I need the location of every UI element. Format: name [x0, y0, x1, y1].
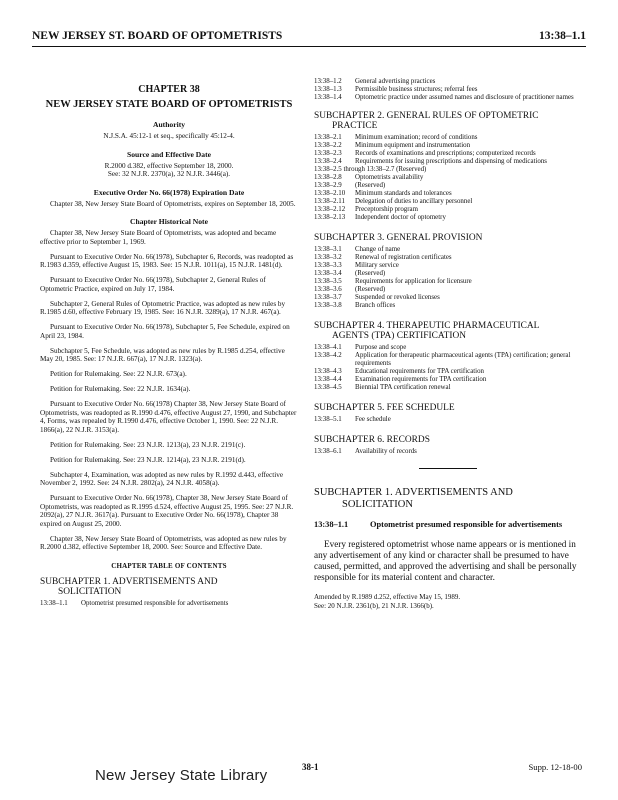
toc-entry[interactable]: 13:38–2.10 Minimum standards and tolerances — [314, 190, 452, 197]
toc-entry[interactable]: 13:38–2.2 Minimum equipment and instrumentation — [314, 142, 471, 149]
history-note: Chapter 38, New Jersey State Board of Optometrists, was adopted and became effective prior to September 1, 1969. — [40, 229, 277, 246]
section-divider — [419, 468, 477, 469]
history-note: Subchapter 2, General Rules of Optometric Practice, was adopted as new rules by R.1985 d.60, effective February 19, 1985. See: 16 N.J.R. 3289(a), 17 N.J.R. 467(a). — [40, 299, 286, 317]
chapter-title: NEW JERSEY STATE BOARD OF OPTOMETRISTS — [45, 99, 293, 110]
toc-subchapter-1: SUBCHAPTER 1. ADVERTISEMENTS AND SOLICITATION — [40, 576, 218, 597]
expiration-text: Chapter 38, New Jersey State Board of Optometrists, expires on September 18, 2005. — [50, 199, 296, 208]
toc-entry[interactable]: 13:38–3.3 Military service — [314, 262, 399, 269]
history-note: Pursuant to Executive Order No. 66(1978) Chapter 38, New Jersey State Board of Optometrists, was readopted as R.1990 d.476, effective August 27, 1990, and Subchapter 4, Forms, was repealed by R.1990 d.476, effective October 1, 1990. See: 22 N.J.R. 1866(a), 22 N.J.R. 3153(a). — [40, 400, 297, 434]
history-note: Pursuant to Executive Order No. 66(1978), Subchapter 6, Records, was readopted as R.1983 d.359, effective August 15, 1983. See: 15 N.J.R. 1011(a), 15 N.J.R. 1481(d). — [40, 252, 294, 270]
history-note: Subchapter 5, Fee Schedule, was adopted as new rules by R.1985 d.254, effective May 20, 1985. See: 17 N.J.R. 667(a), 17 N.J.R. 1323(a). — [40, 346, 285, 364]
rule-title: Optometrist presumed responsible for advertisements — [370, 520, 563, 529]
history-note: Chapter 38, New Jersey State Board of Optometrists, was adopted as new rules by R.2000 d.382, effective September 18, 2000. See: Source and Effective Date. — [40, 534, 287, 552]
amendment-citation: See: 20 N.J.R. 2361(b), 21 N.J.R. 1366(b). — [314, 601, 434, 610]
toc-entry[interactable]: 13:38–1.4 Optometric practice under assumed names and disclosure of practitioner names — [314, 94, 574, 101]
toc-subchapter-2: SUBCHAPTER 2. GENERAL RULES OF OPTOMETRIC PRACTICE — [314, 111, 539, 131]
chapter-number: CHAPTER 38 — [138, 84, 200, 95]
library-stamp: New Jersey State Library — [95, 767, 268, 784]
toc-entry[interactable]: 13:38–2.3 Records of examinations and prescriptions; computerized records — [314, 150, 536, 157]
toc-entry[interactable]: 13:38–3.1 Change of name — [314, 246, 401, 253]
running-header — [32, 30, 586, 46]
rule-heading — [314, 520, 582, 530]
toc-entry[interactable]: 13:38–3.5 Requirements for application for licensure — [314, 278, 472, 285]
left-column — [40, 80, 298, 608]
source-line-1: R.2000 d.382, effective September 18, 2000. — [104, 161, 234, 170]
toc-entry[interactable]: 13:38–2.8 Optometrists availability — [314, 174, 424, 181]
header-title: NEW JERSEY ST. BOARD OF OPTOMETRISTS — [32, 30, 283, 42]
rule-text: Every registered optometrist whose name appears or is mentioned in any advertisement of any kind or character shall be presumed to have caused, permitted, and approved the advertising and shall be personally responsible for its material content and character. — [314, 539, 577, 583]
history-note: Petition for Rulemaking. See: 22 N.J.R. 673(a). — [50, 370, 187, 379]
toc-entry[interactable]: 13:38–4.1 Purpose and scope — [314, 344, 407, 351]
toc-entry[interactable]: 13:38–2.9 (Reserved) — [314, 182, 386, 189]
toc-subchapter-3: SUBCHAPTER 3. GENERAL PROVISION — [314, 233, 483, 243]
toc-entry[interactable]: 13:38–3.8 Branch offices — [314, 302, 396, 309]
toc-entry[interactable]: 13:38–6.1 Availability of records — [314, 448, 417, 455]
toc-entry[interactable]: 13:38–1.3 Permissible business structures; referral fees — [314, 86, 478, 93]
toc-entry[interactable]: 13:38–4.2 Application for therapeutic pharmaceutical agents (TPA) certification; general requirements — [314, 352, 571, 367]
toc-entry[interactable]: 13:38–3.2 Renewal of registration certificates — [314, 254, 452, 261]
right-column — [314, 78, 582, 611]
source-heading: Source and Effective Date — [126, 149, 211, 159]
history-note: Pursuant to Executive Order No. 66(1978), Chapter 38, New Jersey State Board of Optometrists, was readopted as R.1995 d.524, effective August 25, 1995. See: 27 N.J.R. 2092(a), 27 N.J.R. 3617(a). Pursuant to Executive Order No. 66(1978), Chapter 38 expired on August 25, 2000. — [40, 494, 294, 528]
toc-title: CHAPTER TABLE OF CONTENTS — [111, 561, 227, 570]
toc-entry[interactable]: 13:38–4.4 Examination requirements for TPA certification — [314, 376, 487, 383]
toc-entry[interactable]: 13:38–1.1 Optometrist presumed responsible for advertisements — [40, 599, 229, 607]
toc-subchapter-6: SUBCHAPTER 6. RECORDS — [314, 435, 430, 445]
history-note: Petition for Rulemaking. See: 23 N.J.R. 1214(a), 23 N.J.R. 2191(d). — [50, 455, 246, 464]
authority-text: N.J.S.A. 45:12-1 et seq., specifically 45:12-4. — [103, 132, 235, 140]
toc-entry[interactable]: 13:38–2.5 through 13:38–2.7 (Reserved) — [314, 166, 427, 173]
toc-entry[interactable]: 13:38–3.7 Suspended or revoked licenses — [314, 294, 440, 301]
history-note: Petition for Rulemaking. See: 23 N.J.R. 1213(a), 23 N.J.R. 2191(c). — [50, 440, 246, 449]
history-note: Subchapter 4, Examination, was adopted as new rules by R.1992 d.443, effective November 2, 1992. See: 24 N.J.R. 2802(a), 24 N.J.R. 4058(a). — [40, 470, 284, 488]
supplement-date: Supp. 12-18-00 — [528, 762, 582, 772]
subchapter-1-heading: SUBCHAPTER 1. ADVERTISEMENTS AND SOLICITATION — [314, 487, 513, 510]
source-line-2: See: 32 N.J.R. 2370(a), 32 N.J.R. 3446(a). — [107, 170, 231, 179]
toc-entry[interactable]: 13:38–2.11 Delegation of duties to ancillary personnel — [314, 198, 473, 205]
amendment-note: Amended by R.1989 d.252, effective May 15, 1989. — [314, 593, 461, 602]
toc-entry[interactable]: 13:38–2.4 Requirements for issuing prescriptions and dispensing of medications — [314, 158, 547, 165]
toc-subchapter-5: SUBCHAPTER 5. FEE SCHEDULE — [314, 403, 455, 413]
page-number: 38-1 — [302, 762, 319, 772]
history-note: Pursuant to Executive Order No. 66(1978), Subchapter 5, Fee Schedule, expired on April 23, 1984. — [40, 323, 290, 340]
toc-entry[interactable]: 13:38–3.4 (Reserved) — [314, 270, 386, 277]
history-note: Petition for Rulemaking. See: 22 N.J.R. 1634(a). — [50, 385, 191, 394]
toc-entry[interactable]: 13:38–4.3 Educational requirements for TPA certification — [314, 368, 484, 375]
toc-entry[interactable]: 13:38–1.2 General advertising practices — [314, 78, 436, 85]
toc-entry[interactable]: 13:38–2.12 Preceptorship program — [314, 206, 418, 213]
rule-number: 13:38–1.1 — [314, 520, 349, 529]
toc-entry[interactable]: 13:38–2.13 Independent doctor of optometry — [314, 214, 446, 221]
page-footer — [0, 762, 618, 792]
history-heading: Chapter Historical Note — [130, 217, 208, 227]
toc-entry[interactable]: 13:38–3.6 (Reserved) — [314, 286, 386, 293]
history-note: Pursuant to Executive Order No. 66(1978), Subchapter 2, General Rules of Optometric Practice, expired on July 17, 1984. — [40, 276, 266, 293]
header-rule — [32, 46, 586, 47]
header-section: 13:38–1.1 — [539, 30, 586, 42]
toc-entry[interactable]: 13:38–4.5 Biennial TPA certification renewal — [314, 384, 451, 391]
expiration-heading: Executive Order No. 66(1978) Expiration Date — [93, 187, 245, 197]
authority-heading: Authority — [152, 120, 186, 129]
toc-subchapter-4: SUBCHAPTER 4. THERAPEUTIC PHARMACEUTICAL AGENTS (TPA) CERTIFICATION — [314, 321, 540, 341]
toc-entry[interactable]: 13:38–5.1 Fee schedule — [314, 416, 391, 423]
toc-entry[interactable]: 13:38–2.1 Minimum examination; record of conditions — [314, 134, 478, 141]
